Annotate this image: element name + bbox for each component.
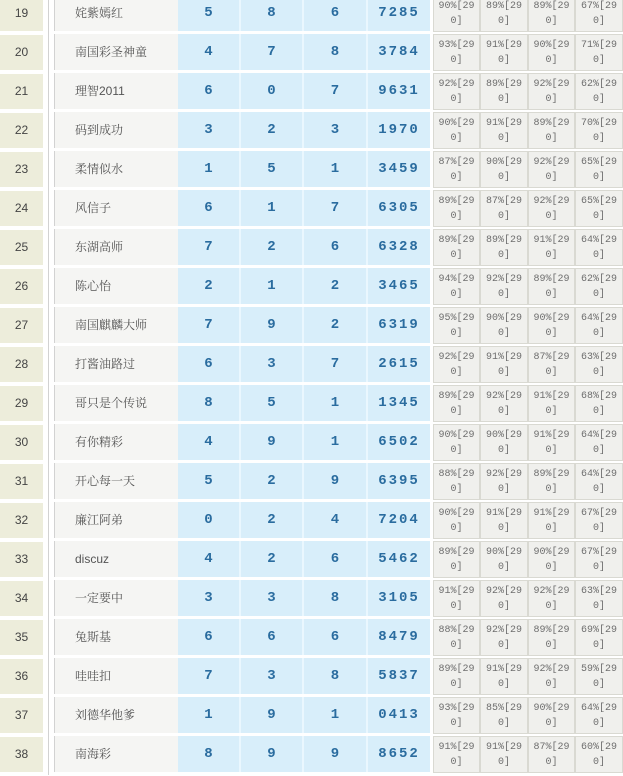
rank-cell: 35 [0,620,43,655]
digit-cell-2: 9 [241,697,304,733]
digit-cell-3: 6 [304,229,368,265]
player-name-cell: 有你精彩 [54,424,178,460]
column-divider [43,112,54,151]
percent-cell-4: 64%[290] [575,229,623,266]
digit-cell-3: 1 [304,385,368,421]
percent-cell-4: 64%[290] [575,424,623,461]
percent-cell-3: 92%[290] [528,151,575,188]
percent-cell-3: 91%[290] [528,502,575,539]
column-divider [43,34,54,73]
digit-cell-3: 8 [304,34,368,70]
percent-cell-2: 89%[290] [480,229,528,266]
percent-cell-4: 67%[290] [575,502,623,539]
rank-cell: 21 [0,74,43,109]
column-divider [43,619,54,658]
column-divider [43,541,54,580]
digit-cell-1: 7 [178,658,241,694]
digit-cell-1: 3 [178,112,241,148]
digit-cell-1: 2 [178,268,241,304]
digit-cell-3: 4 [304,502,368,538]
table-row [0,73,623,112]
digit-cell-2: 2 [241,229,304,265]
digit-cell-1: 1 [178,151,241,187]
number-cell: 8479 [368,619,430,655]
player-name-cell: 一定要中 [54,580,178,616]
player-name-cell: 刘德华他爹 [54,697,178,733]
percent-cell-2: 90%[290] [480,307,528,344]
table-row [0,385,623,424]
percent-cell-1: 90%[290] [433,112,480,149]
table-row [0,346,623,385]
column-divider [43,502,54,541]
table-row [0,736,623,775]
percent-cell-3: 89%[290] [528,463,575,500]
percent-cell-3: 92%[290] [528,190,575,227]
percent-cell-1: 90%[290] [433,0,480,32]
percent-cell-3: 87%[290] [528,736,575,773]
percent-cell-1: 87%[290] [433,151,480,188]
table-row [0,151,623,190]
percent-cell-3: 89%[290] [528,619,575,656]
percent-cell-2: 91%[290] [480,736,528,773]
number-cell: 3105 [368,580,430,616]
percent-cell-1: 93%[290] [433,697,480,734]
percent-cell-1: 93%[290] [433,34,480,71]
rank-cell: 28 [0,347,43,382]
player-name-cell: 东湖高师 [54,229,178,265]
digit-cell-3: 3 [304,112,368,148]
percent-cell-4: 62%[290] [575,73,623,110]
column-divider [43,346,54,385]
column-divider [43,73,54,112]
percent-cell-2: 91%[290] [480,346,528,383]
digit-cell-1: 6 [178,73,241,109]
percent-cell-2: 92%[290] [480,619,528,656]
percent-cell-4: 68%[290] [575,385,623,422]
number-cell: 1345 [368,385,430,421]
percent-cell-3: 90%[290] [528,541,575,578]
digit-cell-1: 4 [178,34,241,70]
percent-cell-2: 92%[290] [480,580,528,617]
player-name-cell: 理智2011 [54,73,178,109]
column-divider [43,385,54,424]
percent-cell-3: 87%[290] [528,346,575,383]
table-row [0,268,623,307]
percent-cell-4: 62%[290] [575,268,623,305]
rank-cell: 22 [0,113,43,148]
digit-cell-1: 5 [178,0,241,31]
percent-cell-4: 64%[290] [575,463,623,500]
digit-cell-3: 6 [304,0,368,31]
digit-cell-1: 1 [178,697,241,733]
table-row [0,34,623,73]
column-divider [43,697,54,736]
digit-cell-3: 7 [304,346,368,382]
digit-cell-3: 8 [304,580,368,616]
percent-cell-3: 90%[290] [528,307,575,344]
percent-cell-2: 85%[290] [480,697,528,734]
percent-cell-1: 94%[290] [433,268,480,305]
percent-cell-1: 91%[290] [433,580,480,617]
rank-cell: 31 [0,464,43,499]
percent-cell-4: 67%[290] [575,0,623,32]
rank-cell: 25 [0,230,43,265]
percent-cell-4: 70%[290] [575,112,623,149]
player-name-cell: 开心每一天 [54,463,178,499]
digit-cell-2: 5 [241,385,304,421]
percent-cell-2: 89%[290] [480,0,528,32]
percent-cell-4: 65%[290] [575,190,623,227]
table-row [0,697,623,736]
number-cell: 6319 [368,307,430,343]
digit-cell-2: 2 [241,112,304,148]
rank-cell: 24 [0,191,43,226]
number-cell: 6502 [368,424,430,460]
percent-cell-4: 69%[290] [575,619,623,656]
percent-cell-3: 90%[290] [528,697,575,734]
percent-cell-1: 89%[290] [433,229,480,266]
percent-cell-1: 89%[290] [433,385,480,422]
table-row [0,580,623,619]
digit-cell-2: 2 [241,463,304,499]
digit-cell-2: 9 [241,736,304,772]
rank-cell: 27 [0,308,43,343]
number-cell: 3465 [368,268,430,304]
percent-cell-1: 89%[290] [433,541,480,578]
percent-cell-3: 91%[290] [528,385,575,422]
number-cell: 6395 [368,463,430,499]
column-divider [43,268,54,307]
percent-cell-2: 92%[290] [480,385,528,422]
digit-cell-2: 8 [241,0,304,31]
percent-cell-2: 92%[290] [480,268,528,305]
percent-cell-1: 89%[290] [433,658,480,695]
rank-cell: 26 [0,269,43,304]
digit-cell-2: 1 [241,190,304,226]
percent-cell-2: 92%[290] [480,463,528,500]
digit-cell-3: 2 [304,268,368,304]
player-name-cell: 南国麒麟大师 [54,307,178,343]
table-row [0,619,623,658]
digit-cell-3: 9 [304,463,368,499]
rank-cell: 29 [0,386,43,421]
percent-cell-3: 92%[290] [528,580,575,617]
column-divider [43,580,54,619]
table-row [0,307,623,346]
rank-cell: 36 [0,659,43,694]
number-cell: 5837 [368,658,430,694]
percent-cell-4: 59%[290] [575,658,623,695]
digit-cell-3: 9 [304,736,368,772]
player-name-cell: 陈心怡 [54,268,178,304]
player-name-cell: 哥只是个传说 [54,385,178,421]
percent-cell-1: 90%[290] [433,424,480,461]
player-name-cell: 柔情似水 [54,151,178,187]
digit-cell-2: 7 [241,34,304,70]
digit-cell-3: 1 [304,424,368,460]
table-row [0,541,623,580]
percent-cell-1: 92%[290] [433,346,480,383]
column-divider [43,190,54,229]
table-row [0,463,623,502]
digit-cell-2: 3 [241,580,304,616]
number-cell: 1970 [368,112,430,148]
number-cell: 8652 [368,736,430,772]
digit-cell-2: 9 [241,307,304,343]
column-divider [43,229,54,268]
number-cell: 0413 [368,697,430,733]
digit-cell-2: 2 [241,541,304,577]
percent-cell-1: 90%[290] [433,502,480,539]
column-divider [43,736,54,775]
percent-cell-2: 90%[290] [480,151,528,188]
column-divider [43,151,54,190]
column-divider [43,0,54,34]
digit-cell-1: 6 [178,619,241,655]
percent-cell-2: 90%[290] [480,541,528,578]
digit-cell-2: 5 [241,151,304,187]
digit-cell-1: 4 [178,424,241,460]
rank-cell: 30 [0,425,43,460]
player-name-cell: 哇哇扣 [54,658,178,694]
digit-cell-1: 7 [178,307,241,343]
percent-cell-3: 91%[290] [528,424,575,461]
digit-cell-1: 5 [178,463,241,499]
player-name-cell: discuz [54,541,178,577]
rank-cell: 19 [0,0,43,31]
percent-cell-2: 91%[290] [480,112,528,149]
digit-cell-3: 7 [304,190,368,226]
number-cell: 6328 [368,229,430,265]
digit-cell-1: 8 [178,385,241,421]
table-row [0,658,623,697]
percent-cell-4: 63%[290] [575,580,623,617]
number-cell: 6305 [368,190,430,226]
table-row [0,112,623,151]
digit-cell-2: 3 [241,658,304,694]
player-name-cell: 廉江阿弟 [54,502,178,538]
percent-cell-4: 60%[290] [575,736,623,773]
percent-cell-4: 65%[290] [575,151,623,188]
column-divider [43,658,54,697]
rank-cell: 33 [0,542,43,577]
player-name-cell: 码到成功 [54,112,178,148]
percent-cell-3: 89%[290] [528,268,575,305]
digit-cell-2: 9 [241,424,304,460]
digit-cell-3: 1 [304,151,368,187]
column-divider [43,463,54,502]
digit-cell-2: 1 [241,268,304,304]
percent-cell-1: 92%[290] [433,73,480,110]
digit-cell-1: 0 [178,502,241,538]
percent-cell-4: 67%[290] [575,541,623,578]
player-name-cell: 南海彩 [54,736,178,772]
percent-cell-2: 89%[290] [480,73,528,110]
percent-cell-4: 63%[290] [575,346,623,383]
digit-cell-2: 3 [241,346,304,382]
percent-cell-3: 92%[290] [528,73,575,110]
percent-cell-1: 91%[290] [433,736,480,773]
percent-cell-2: 87%[290] [480,190,528,227]
number-cell: 3784 [368,34,430,70]
digit-cell-2: 0 [241,73,304,109]
table-row [0,190,623,229]
digit-cell-1: 8 [178,736,241,772]
digit-cell-1: 3 [178,580,241,616]
digit-cell-3: 2 [304,307,368,343]
percent-cell-2: 91%[290] [480,502,528,539]
number-cell: 2615 [368,346,430,382]
player-name-cell: 兔斯基 [54,619,178,655]
percent-cell-1: 88%[290] [433,619,480,656]
column-divider [43,424,54,463]
number-cell: 5462 [368,541,430,577]
percent-cell-3: 89%[290] [528,112,575,149]
percent-cell-3: 91%[290] [528,229,575,266]
rank-cell: 32 [0,503,43,538]
percent-cell-3: 90%[290] [528,34,575,71]
player-name-cell: 南国彩圣神童 [54,34,178,70]
percent-cell-2: 91%[290] [480,658,528,695]
digit-cell-3: 7 [304,73,368,109]
player-name-cell: 姹紫嫣红 [54,0,178,31]
rank-cell: 37 [0,698,43,733]
digit-cell-1: 6 [178,346,241,382]
number-cell: 7204 [368,502,430,538]
column-divider [43,307,54,346]
rank-cell: 34 [0,581,43,616]
number-cell: 9631 [368,73,430,109]
digit-cell-1: 4 [178,541,241,577]
number-cell: 7285 [368,0,430,31]
percent-cell-2: 91%[290] [480,34,528,71]
rank-cell: 23 [0,152,43,187]
percent-cell-2: 90%[290] [480,424,528,461]
digit-cell-1: 7 [178,229,241,265]
digit-cell-2: 6 [241,619,304,655]
table-row [0,229,623,268]
rank-cell: 38 [0,737,43,772]
percent-cell-4: 64%[290] [575,697,623,734]
percent-cell-1: 95%[290] [433,307,480,344]
number-cell: 3459 [368,151,430,187]
percent-cell-1: 89%[290] [433,190,480,227]
digit-cell-3: 1 [304,697,368,733]
digit-cell-3: 6 [304,619,368,655]
player-name-cell: 风信子 [54,190,178,226]
rank-cell: 20 [0,35,43,70]
percent-cell-1: 88%[290] [433,463,480,500]
digit-cell-3: 8 [304,658,368,694]
table-row [0,502,623,541]
table-row [0,0,623,34]
digit-cell-3: 6 [304,541,368,577]
percent-cell-3: 89%[290] [528,0,575,32]
digit-cell-2: 2 [241,502,304,538]
table-row [0,424,623,463]
percent-cell-3: 92%[290] [528,658,575,695]
percent-cell-4: 71%[290] [575,34,623,71]
digit-cell-1: 6 [178,190,241,226]
percent-cell-4: 64%[290] [575,307,623,344]
player-name-cell: 打酱油路过 [54,346,178,382]
